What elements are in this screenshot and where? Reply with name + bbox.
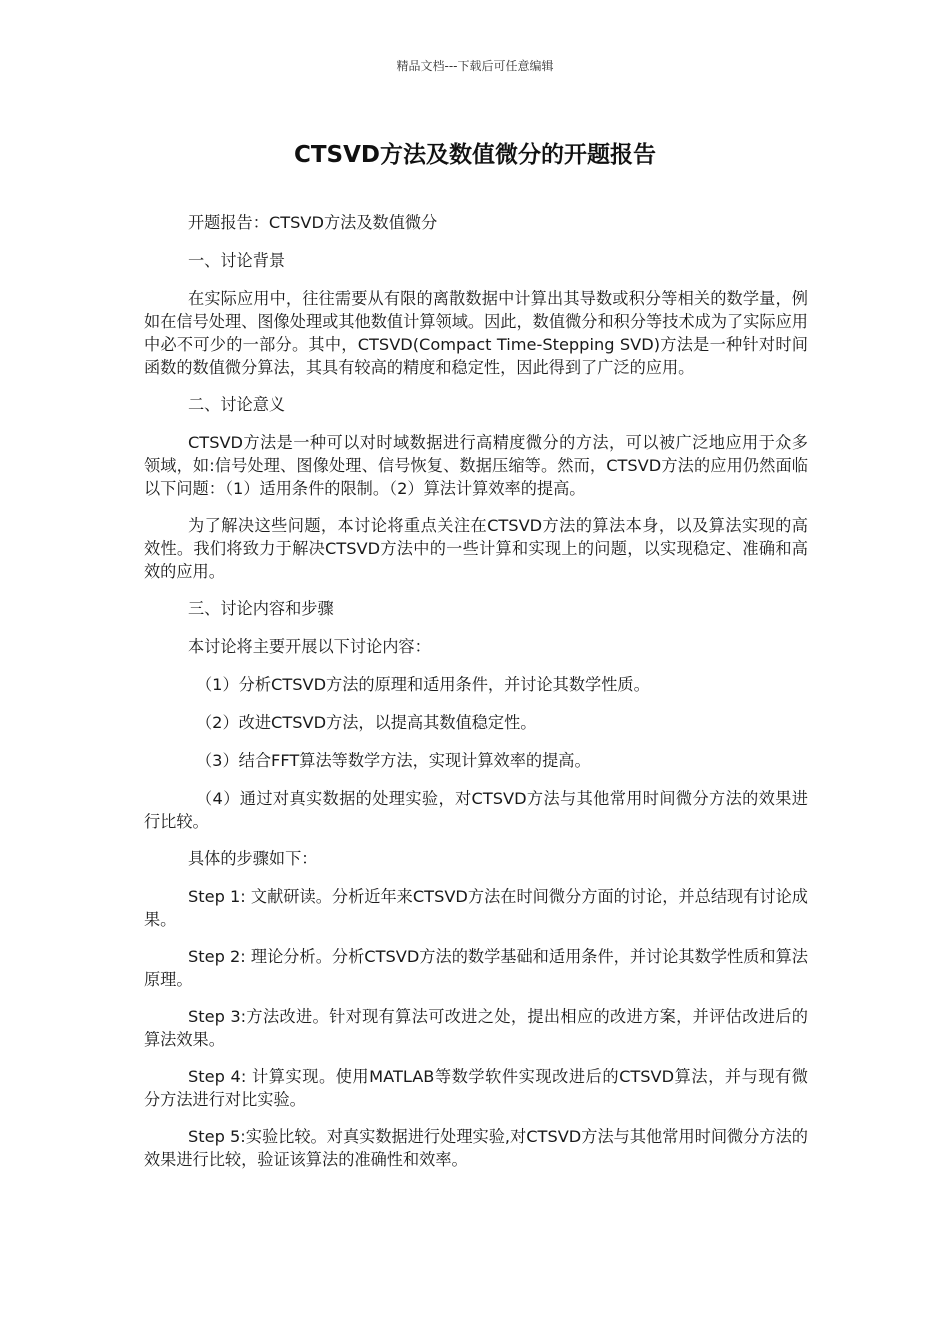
report-subtitle: 开题报告：CTSVD方法及数值微分: [188, 213, 438, 232]
section-heading-background: 一、讨论背景: [188, 251, 286, 270]
content-item-1: （1）分析CTSVD方法的原理和适用条件，并讨论其数学性质。: [196, 675, 650, 694]
step-1: Step 1: 文献研读。分析近年来CTSVD方法在时间微分方面的讨论，并总结现有讨论成果。: [144, 887, 808, 929]
paragraph-significance: CTSVD方法是一种可以对时域数据进行高精度微分的方法，可以被广泛地应用于众多领域，如:信号处理、图像处理、信号恢复、数据压缩等。然而，CTSVD方法的应用仍然面临以下问题：（1）适用条件的限制。（2）算法计算效率的提高。: [144, 433, 808, 498]
paragraph-content-intro: 本讨论将主要开展以下讨论内容：: [188, 637, 431, 656]
paragraph-background: 在实际应用中，往往需要从有限的离散数据中计算出其导数或积分等相关的数学量，例如在信号处理、图像处理或其他数值计算领域。因此，数值微分和积分等技术成为了实际应用中必不可少的一部分。其中，CTSVD(Compact Time-Stepping SVD)方法是一种针对时间函数的数值微分算法，其具有较高的精度和稳定性，因此得到了广泛的应用。: [144, 289, 808, 377]
step-5: Step 5:实验比较。对真实数据进行处理实验,对CTSVD方法与其他常用时间微分方法的效果进行比较，验证该算法的准确性和效率。: [144, 1127, 808, 1169]
section-heading-content: 三、讨论内容和步骤: [188, 599, 334, 618]
step-3: Step 3:方法改进。针对现有算法可改进之处，提出相应的改进方案，并评估改进后的算法效果。: [144, 1007, 808, 1049]
content-item-2: （2）改进CTSVD方法，以提高其数值稳定性。: [196, 713, 537, 732]
section-heading-significance: 二、讨论意义: [188, 395, 286, 414]
document-title: CTSVD方法及数值微分的开题报告: [293, 142, 657, 168]
content-item-4: （4）通过对真实数据的处理实验，对CTSVD方法与其他常用时间微分方法的效果进行比较。: [144, 789, 808, 831]
steps-intro: 具体的步骤如下：: [188, 849, 318, 868]
step-4: Step 4: 计算实现。使用MATLAB等数学软件实现改进后的CTSVD算法，并与现有微分方法进行对比实验。: [144, 1067, 808, 1109]
header-note: 精品文档---下载后可任意编辑: [396, 59, 554, 73]
step-2: Step 2: 理论分析。分析CTSVD方法的数学基础和适用条件，并讨论其数学性质和算法原理。: [144, 947, 808, 989]
paragraph-goal: 为了解决这些问题，本讨论将重点关注在CTSVD方法的算法本身，以及算法实现的高效性。我们将致力于解决CTSVD方法中的一些计算和实现上的问题，以实现稳定、准确和高效的应用。: [144, 516, 808, 581]
content-item-3: （3）结合FFT算法等数学方法，实现计算效率的提高。: [196, 751, 591, 770]
document-body: [144, 211, 808, 1185]
